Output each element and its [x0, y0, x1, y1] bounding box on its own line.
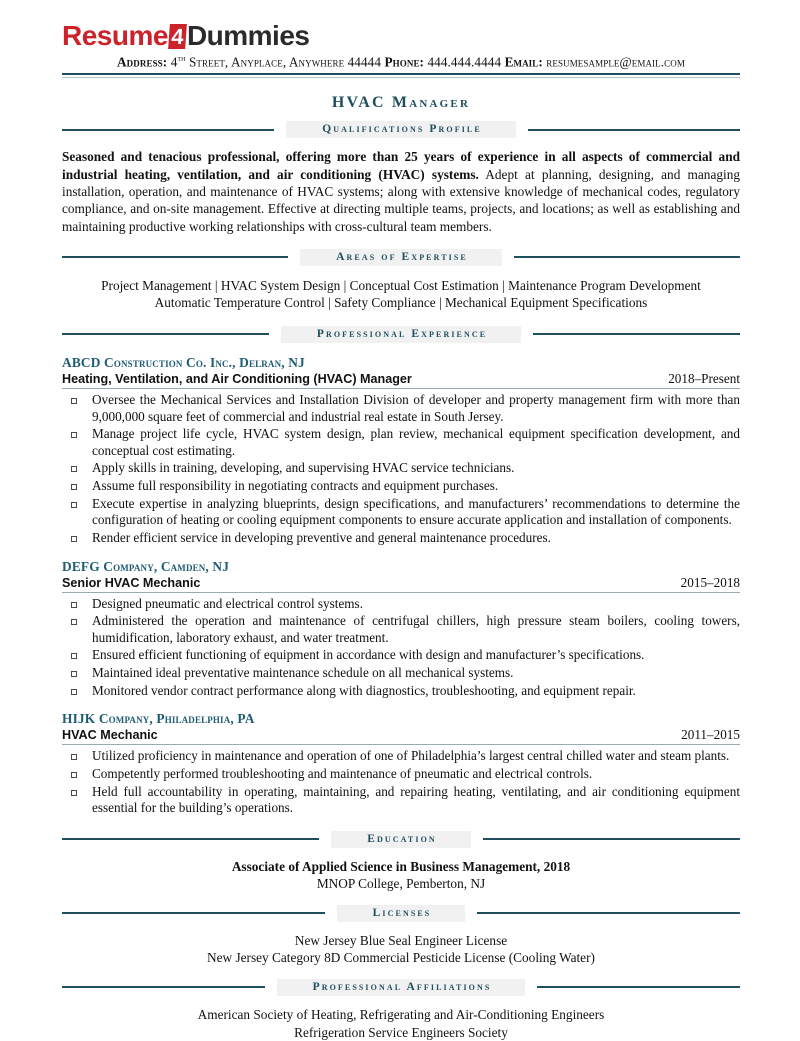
affiliations-block: [62, 1006, 740, 1041]
logo-badge-four: 4: [168, 24, 187, 49]
job-company: DEFG Company, Camden, NJ: [62, 559, 740, 574]
job-dates: 2015–2018: [681, 575, 740, 591]
job-title-row: [62, 575, 740, 593]
section-header-affiliations: [62, 979, 740, 996]
list-item: Administered the operation and maintenance of centrifugal chillers, high pressure steam boilers, cooling towers, humidification, laboratory exhaust, and water treatment.: [62, 613, 740, 646]
expertise-line-1: Project Management | HVAC System Design | Conceptual Cost Estimation | Maintenance Program Development: [62, 277, 740, 295]
section-title: Professional Affiliations: [277, 979, 526, 996]
expertise-line-2: Automatic Temperature Control | Safety Compliance | Mechanical Equipment Specifications: [62, 294, 740, 312]
phone-label: Phone:: [384, 54, 424, 69]
affiliation-line-1: American Society of Heating, Refrigerating and Air-Conditioning Engineers: [62, 1006, 740, 1024]
job-bullets: [62, 596, 740, 700]
section-title: Qualifications Profile: [286, 121, 516, 138]
affiliation-line-2: Refrigeration Service Engineers Society: [62, 1024, 740, 1041]
address-number: 4: [171, 54, 178, 69]
rule-left: [62, 129, 274, 131]
section-title: Education: [331, 831, 471, 848]
list-item: Designed pneumatic and electrical control systems.: [62, 596, 740, 613]
job-bullets: [62, 748, 740, 817]
address-ordinal: th: [177, 54, 185, 63]
job-title: HVAC Mechanic: [62, 728, 158, 742]
list-item: Monitored vendor contract performance along with diagnostics, troubleshooting, and equipment repair.: [62, 683, 740, 700]
phone-value: 444.444.4444: [427, 54, 501, 69]
list-item: Oversee the Mechanical Services and Installation Division of developer and property management firm with more than 9,000,000 square feet of commercial and industrial real estate in South Jersey.: [62, 392, 740, 425]
expertise-list: [62, 277, 740, 312]
section-title: Professional Experience: [281, 326, 521, 343]
address-rest: Street, Anyplace, Anywhere 44444: [189, 54, 381, 69]
logo-text-resume: Resume: [62, 22, 168, 50]
section-header-licenses: [62, 905, 740, 922]
education-degree: Associate of Applied Science in Business Management, 2018: [62, 858, 740, 876]
rule-right: [477, 912, 740, 914]
education-block: [62, 858, 740, 893]
rule-right: [528, 129, 740, 131]
rule-left: [62, 838, 319, 840]
job-title-row: [62, 371, 740, 389]
list-item: Assume full responsibility in negotiating contracts and equipment purchases.: [62, 478, 740, 495]
section-header-expertise: [62, 249, 740, 266]
letterhead: [62, 22, 740, 78]
job-bullets: [62, 392, 740, 547]
list-item: Held full accountability in operating, maintaining, and repairing heating, ventilating, and air conditioning equipment essential for the building’s operations.: [62, 784, 740, 817]
licenses-block: [62, 932, 740, 967]
rule-right: [483, 838, 740, 840]
section-header-education: [62, 831, 740, 848]
list-item: Apply skills in training, developing, and supervising HVAC service technicians.: [62, 460, 740, 477]
email-value[interactable]: resumesample@email.com: [546, 54, 685, 69]
list-item: Maintained ideal preventative maintenance schedule on all mechanical systems.: [62, 665, 740, 682]
section-header-qualifications: [62, 121, 740, 138]
list-item: Competently performed troubleshooting and maintenance of pneumatic and electrical controls.: [62, 766, 740, 783]
list-item: Manage project life cycle, HVAC system design, plan review, mechanical equipment specification development, and conceptual cost estimating.: [62, 426, 740, 459]
rule-left: [62, 912, 325, 914]
rule-right: [514, 256, 740, 258]
experience-entry: [62, 355, 740, 547]
email-label: Email:: [505, 54, 543, 69]
rule-left: [62, 333, 269, 335]
job-company: ABCD Construction Co. Inc., Delran, NJ: [62, 355, 740, 370]
job-title: Senior HVAC Mechanic: [62, 576, 200, 590]
rule-left: [62, 256, 288, 258]
job-company: HIJK Company, Philadelphia, PA: [62, 711, 740, 726]
section-title: Licenses: [337, 905, 466, 922]
job-title-row: [62, 727, 740, 745]
list-item: Ensured efficient functioning of equipment in accordance with design and manufacturer’s specifications.: [62, 647, 740, 664]
list-item: Render efficient service in developing preventive and general maintenance procedures.: [62, 530, 740, 547]
license-line-2: New Jersey Category 8D Commercial Pesticide License (Cooling Water): [62, 949, 740, 967]
address-label: Address:: [117, 54, 167, 69]
rule-right: [537, 986, 740, 988]
rule-right: [533, 333, 740, 335]
qualifications-body: Adept at planning, designing, and managing installation, operation, and maintenance of HVAC systems; along with extensive knowledge of mechanical codes, regulatory compliance, and on-site management. Effective at directing multiple teams, projects, and locations; as well as establishing and maintaining productive working relationships with cross-cultural team members.: [62, 167, 740, 234]
section-title: Areas of Expertise: [300, 249, 502, 266]
list-item: Execute expertise in analyzing blueprints, design specifications, and manufacturers’ recommendations to determine the configuration of heating or cooling equipment components to ensure accurate application and installation of components.: [62, 496, 740, 529]
section-header-experience: [62, 326, 740, 343]
education-school: MNOP College, Pemberton, NJ: [62, 875, 740, 893]
qualifications-paragraph: [62, 148, 740, 234]
experience-entry: [62, 559, 740, 700]
brand-logo: [62, 22, 740, 50]
logo-text-dummies: Dummies: [187, 22, 310, 50]
job-dates: 2011–2015: [681, 727, 740, 743]
rule-left: [62, 986, 265, 988]
job-title: Heating, Ventilation, and Air Conditioning (HVAC) Manager: [62, 372, 412, 386]
job-dates: 2018–Present: [668, 371, 740, 387]
page-title: HVAC Manager: [62, 94, 740, 112]
list-item: Utilized proficiency in maintenance and operation of one of Philadelphia’s largest central chilled water and steam plants.: [62, 748, 740, 765]
qualifications-lead: Seasoned and tenacious professional, offering more than 25 years of experience in all aspects of commercial and industrial heating, ventilation, and air conditioning (HVAC) systems.: [62, 149, 740, 181]
letterhead-divider: [62, 73, 740, 78]
license-line-1: New Jersey Blue Seal Engineer License: [62, 932, 740, 950]
contact-line: [62, 54, 740, 73]
experience-entry: [62, 711, 740, 817]
